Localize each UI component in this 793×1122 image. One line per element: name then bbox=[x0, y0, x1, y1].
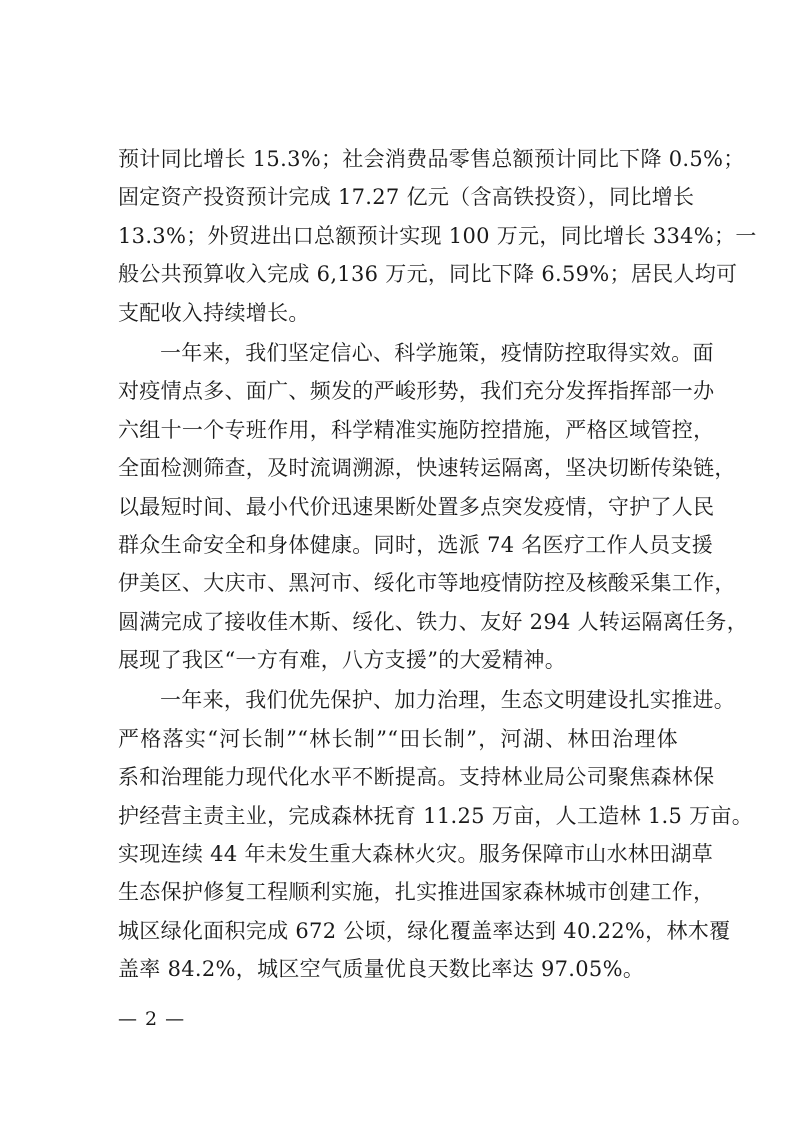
text-line: 盖率 84.2%，城区空气质量优良天数比率达 97.05%。 bbox=[118, 957, 645, 982]
page-number: — 2 — bbox=[118, 1008, 186, 1030]
text-line: 预计同比增长 15.3%；社会消费品零售总额预计同比下降 0.5%； bbox=[118, 147, 745, 171]
text-line: 固定资产投资预计完成 17.27 亿元（含高铁投资），同比增长 bbox=[118, 185, 695, 210]
text-line: 系和治理能力现代化水平不断提高。支持林业局公司聚焦森林保 bbox=[118, 765, 715, 790]
text-line: 对疫情点多、面广、频发的严峻形势，我们充分发挥指挥部一办 bbox=[118, 379, 715, 404]
text-line: 六组十一个专班作用，科学精准实施防控措施，严格区域管控， bbox=[118, 417, 715, 442]
text-line: 圆满完成了接收佳木斯、绥化、铁力、友好 294 人转运隔离任务， bbox=[118, 609, 749, 634]
text-line: 生态保护修复工程顺利实施，扎实推进国家森林城市创建工作， bbox=[118, 880, 715, 905]
paragraph-economic-indicators bbox=[118, 140, 757, 332]
text-line: 13.3%；外贸进出口总额预计实现 100 万元，同比增长 334%；一 bbox=[118, 223, 757, 248]
text-line: 般公共预算收入完成 6,136 万元，同比下降 6.59%；居民人均可 bbox=[118, 262, 738, 287]
text-line: 一年来，我们坚定信心、科学施策，疫情防控取得实效。面 bbox=[160, 340, 714, 365]
text-line: 严格落实“河长制”“林长制”“田长制”，河湖、林田治理体 bbox=[118, 726, 678, 751]
text-line: 以最短时间、最小代价迅速果断处置多点突发疫情，守护了人民 bbox=[118, 494, 715, 519]
text-line: 城区绿化面积完成 672 公顷，绿化覆盖率达到 40.22%，林木覆 bbox=[118, 918, 731, 943]
text-line: 展现了我区“一方有难，八方支援”的大爱精神。 bbox=[118, 648, 567, 673]
text-line: 全面检测筛查，及时流调溯源，快速转运隔离，坚决切断传染链， bbox=[118, 456, 736, 481]
text-line: 一年来，我们优先保护、加力治理，生态文明建设扎实推进。 bbox=[160, 688, 736, 713]
text-line: 实现连续 44 年未发生重大森林火灾。服务保障市山水林田湖草 bbox=[118, 842, 714, 867]
body-text bbox=[118, 140, 757, 991]
text-line: 群众生命安全和身体健康。同时，选派 74 名医疗工作人员支援 bbox=[118, 532, 714, 557]
text-line: 支配收入持续增长。 bbox=[118, 300, 310, 325]
paragraph-epidemic-control bbox=[118, 334, 749, 680]
text-line: 护经营主责主业，完成森林抚育 11.25 万亩，人工造林 1.5 万亩。 bbox=[118, 803, 754, 828]
paragraph-ecological-protection bbox=[118, 681, 754, 988]
text-line: 伊美区、大庆市、黑河市、绥化市等地疫情防控及核酸采集工作， bbox=[118, 571, 736, 596]
